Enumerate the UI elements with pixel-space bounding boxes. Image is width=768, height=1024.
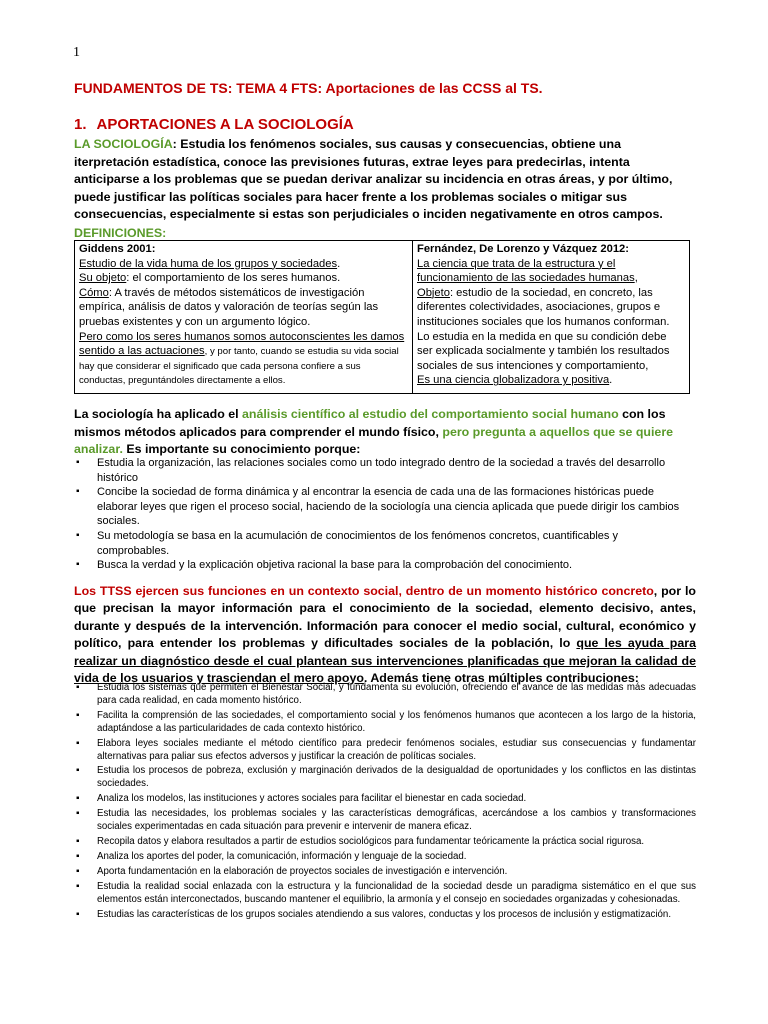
but-underlined: Pero como los seres humanos somos autoconscientes les damos sentido a las actuaciones	[79, 330, 405, 358]
section-1-title: APORTACIONES A LA SOCIOLOGÍA	[96, 116, 354, 133]
document-title: FUNDAMENTOS DE TS: TEMA 4 FTS: Aportaciones de las CCSS al TS.	[74, 80, 543, 96]
but-text: , y por tanto, cuando se estudia su vida social hay que considerar el significado que cada persona confiere a sus conductas, preguntándoles directamente a ellos.	[79, 346, 399, 387]
definition-author: Giddens 2001:	[79, 243, 156, 255]
how-text: : A través de métodos sistemáticos de investigación empírica, análisis de datos y valoración de teorías según las pruebas existentes y con un argumento lógico.	[79, 286, 379, 328]
application-text-1: La sociología ha aplicado el	[74, 407, 243, 421]
application-text-2: con los mismos métodos aplicados para comprender el mundo físico,	[74, 407, 666, 439]
list-item: ▪ Aporta fundamentación en la elaboración de proyectos sociales de investigación e intervención.	[74, 866, 696, 879]
definition-global	[417, 373, 685, 388]
definition-how	[79, 286, 408, 330]
application-text-3: Es importante su conocimiento porque:	[122, 442, 361, 456]
list-item: ▪ Su metodología se basa en la acumulación de conocimientos de los fenómenos concretos, cuantificables y comprobables.	[74, 529, 686, 558]
definition-fernandez	[413, 241, 689, 393]
definition-giddens	[75, 241, 413, 393]
application-highlight-1: análisis científico al estudio del comportamiento social humano	[242, 407, 619, 421]
sociology-term: LA SOCIOLOGÍA	[74, 137, 173, 151]
sociology-application-paragraph	[74, 406, 689, 459]
definition-punct: ,	[634, 272, 638, 285]
list-item: ▪ Estudia los sistemas que permiten el Bienestar Social, y fundamenta su evolución, ofreciendo el avance de las medidas más adecuadas para cada realidad, en cada momento histórico.	[74, 682, 696, 708]
ttss-highlight: Los TTSS ejercen sus funciones en un contexto social, dentro de un momento histórico concreto	[74, 584, 654, 598]
ttss-text-2: . Además tiene otras múltiples contribuciones:	[363, 671, 639, 686]
definition-but	[79, 330, 408, 388]
definition-punct: .	[337, 257, 341, 270]
ttss-paragraph	[74, 583, 696, 687]
list-item: ▪ Estudia la organización, las relaciones sociales como un todo integrado dentro de la sociedad a través del desarrollo histórico	[74, 456, 686, 485]
list-item: ▪ Estudia las necesidades, los problemas sociales y las características demográficas, acercándose a los cambios y transformaciones sociales experimentadas en cada situación para prevenir e intervenir de manera eficaz.	[74, 808, 696, 834]
definition-object	[79, 271, 408, 286]
sociology-intro-text: : Estudia los fenómenos sociales, sus causas y consecuencias, obtiene una iterpretación estadística, conoce las previsiones futuras, extrae leyes para predecirlas, intenta anticiparse a los problemas que se puedan derivar analizar su incidencia en otras áreas, y por último, puede justificar las políticas sociales para hacer frente a los problemas sociales o mitigar sus consecuencias, especialmente si estas son perjudiciales o inciden negativamente en otros campos.	[74, 137, 673, 221]
definition-explanation: Lo estudia en la medida en que su condición debe ser explicada socialmente y también los resultados sociales de sus intenciones y comportamiento,	[417, 330, 670, 372]
ttss-underlined: que les ayuda para realizar un diagnóstico desde el cual plantean sus intervenciones planificadas que mejoran la calidad de vida de los usuarios y trasciendan el mero apoyo	[74, 636, 696, 686]
list-item: ▪ Estudia la realidad social enlazada con la estructura y la funcionalidad de la sociedad desde un paradigma sistemático en el que sus elementos están interconectados, buscando mantener el equilibrio, la armonía y el consejo en sociedades organizadas y cohesionadas.	[74, 881, 696, 907]
definitions-table	[74, 240, 690, 394]
definitions-label: DEFINICIONES:	[74, 226, 167, 240]
page-number: 1	[73, 45, 80, 60]
list-item: ▪ Recopila datos y elabora resultados a partir de estudios sociológicos para fundamentar teóricamente la práctica social rigurosa.	[74, 836, 696, 849]
list-item: ▪ Estudia los procesos de pobreza, exclusión y marginación derivados de la desigualdad de oportunidades y los conflictos en las distintas sociedades.	[74, 765, 696, 791]
definition-underlined: Estudio de la vida huma de los grupos y sociedades	[79, 257, 338, 270]
application-highlight-2: pero pregunta a aquellos que se quiere analizar.	[74, 424, 674, 456]
ttss-text-1: , por lo que precisan la mayor información para el conocimiento de la sociedad, elemento decisivo, antes, durante y después de la intervención. Información para conocer el medio social, cultural, económico y político, para entender los problemas y dificultades sociales de la población, lo	[74, 584, 696, 651]
list-item: ▪ Estudias las características de los grupos sociales atendiendo a sus valores, conductas y los procesos de inclusión y estigmatización.	[74, 909, 696, 922]
list-item: ▪ Concibe la sociedad de forma dinámica y al encontrar la esencia de cada una de las formaciones históricas puede elaborar leyes que rigen el proceso social, haciendo de la sociología una ciencia aplicada que puede dirigir los cambios sociales.	[74, 485, 686, 529]
object-text: : estudio de la sociedad, en concreto, las diferentes colectividades, asociaciones, grupos e instituciones sociales que los humanos conforman.	[417, 286, 670, 328]
object-label: Su objeto	[79, 272, 127, 285]
section-1-heading	[74, 116, 354, 133]
importance-list	[74, 456, 686, 573]
list-item: ▪ Elabora leyes sociales mediante el método científico para predecir fenómenos sociales, estudiar sus consecuencias y fundamentar alternativas para paliar sus efectos adversos y justificar la creación de políticas sociales.	[74, 738, 696, 764]
definition-line	[79, 257, 408, 272]
definition-line	[417, 257, 685, 286]
object-text: : el comportamiento de los seres humanos.	[126, 272, 341, 285]
definition-underlined: La ciencia que trata de la estructura y el funcionamiento de las sociedades humanas	[417, 257, 635, 285]
definition-author: Fernández, De Lorenzo y Vázquez 2012:	[417, 243, 629, 255]
definition-object	[417, 286, 685, 330]
global-underlined: Es una ciencia globalizadora y positiva	[417, 374, 610, 387]
list-item: ▪ Facilita la comprensión de las sociedades, el comportamiento social y los fenómenos humanos que acontecen a los largo de la historia, adaptándose a las particularidades de cada contexto histórico.	[74, 710, 696, 736]
list-item: ▪ Analiza los modelos, las instituciones y actores sociales para facilitar el bienestar en cada sociedad.	[74, 793, 696, 806]
list-item: ▪ Analiza los aportes del poder, la comunicación, información y lenguaje de la sociedad.	[74, 851, 696, 864]
contributions-list	[74, 682, 696, 923]
section-1-number: 1.	[74, 116, 87, 133]
how-label: Cómo	[79, 286, 109, 299]
object-label: Objeto	[417, 286, 450, 299]
sociology-intro-paragraph	[74, 136, 689, 224]
global-punct: .	[609, 374, 613, 387]
list-item: ▪ Busca la verdad y la explicación objetiva racional la base para la comprobación del conocimiento.	[74, 558, 686, 573]
